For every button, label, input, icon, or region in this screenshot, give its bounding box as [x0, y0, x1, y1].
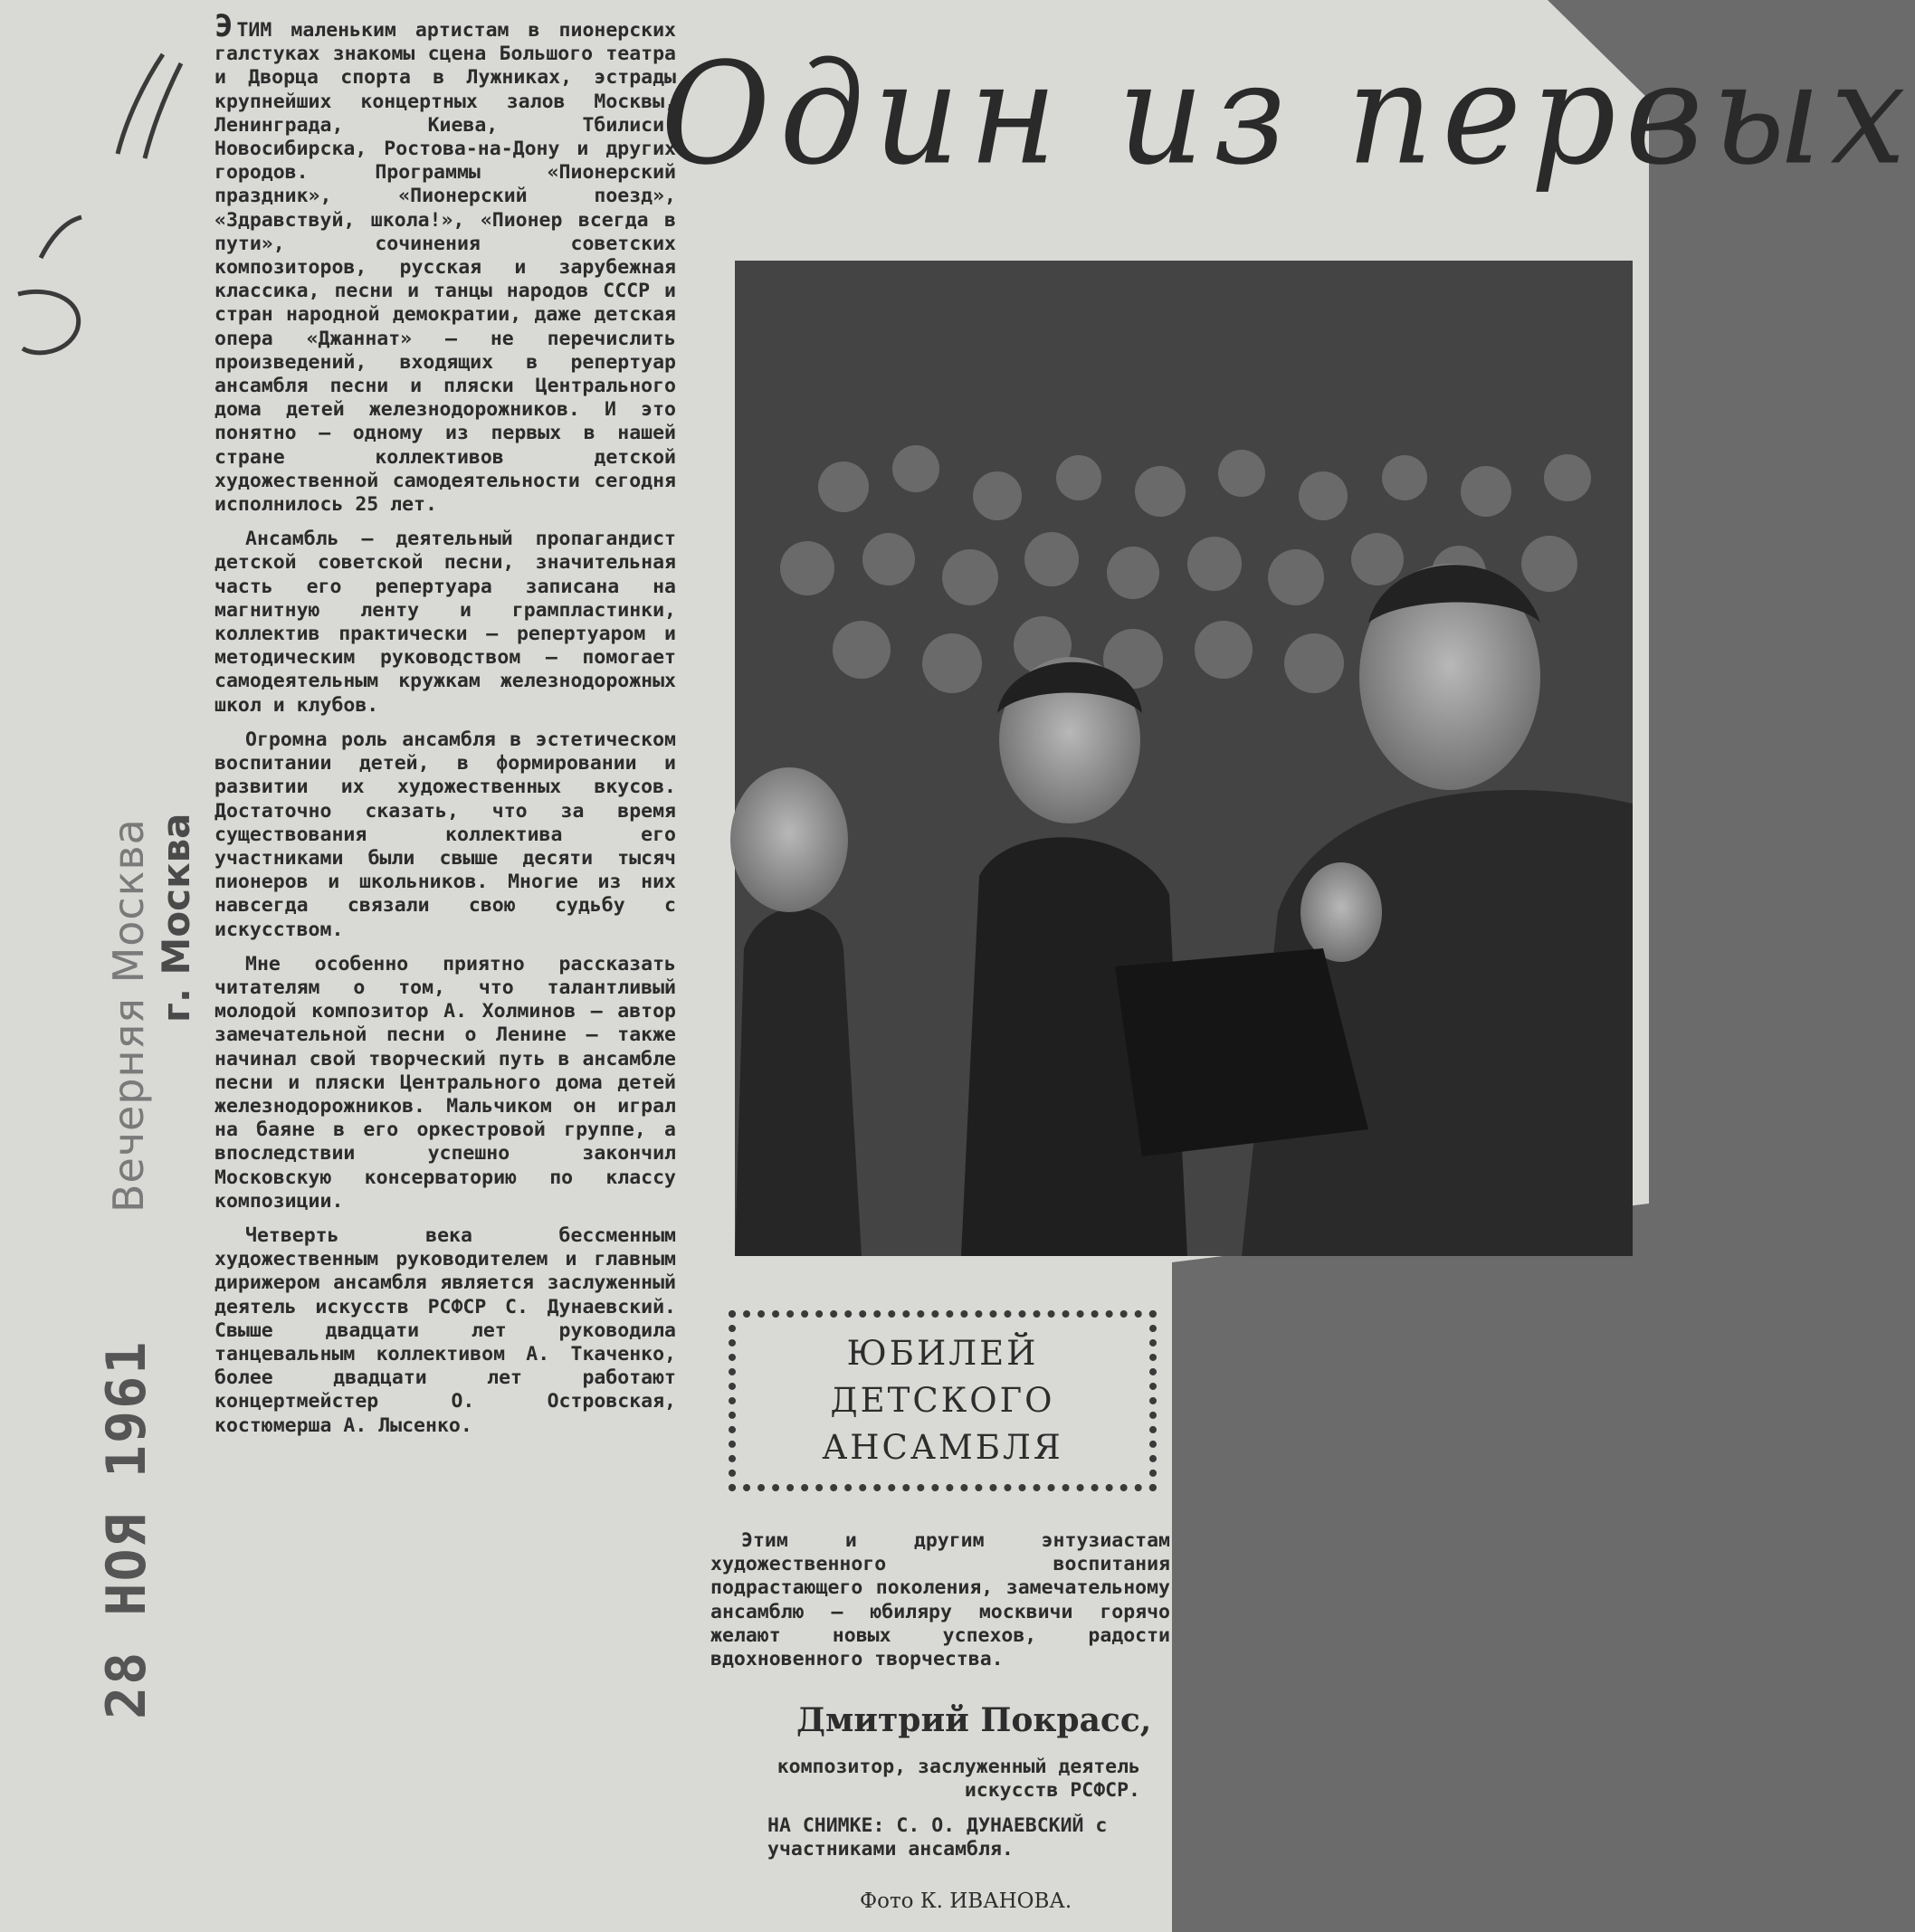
- author-name: Дмитрий Покрасс,: [796, 1701, 1152, 1739]
- article-paragraph-3: Огромна роль ансамбля в эстетическом воспитании детей, в формировании и развитии их художественных вкусов. Достаточно сказать, что за время существования коллектива его участниками были свыше десяти тысяч пионеров и школьников. Многие из них навсегда связали свою судьбу с искусством.: [214, 728, 676, 941]
- stamp-city: г. Москва: [154, 813, 198, 1023]
- article-paragraph-5: Четверть века бессменным художественным руководителем и главным дирижером ансамбля является заслуженный деятель искусств РСФСР С. Дунаевский. Свыше двадцати лет руководила танцевальным коллективом А. Ткаченко, более двадцати лет работают концертмейстер О. Островская, костюмерша А. Лысенко.: [214, 1223, 676, 1437]
- photo-illustration: [735, 261, 1633, 1256]
- handwritten-mark-five: [0, 204, 100, 366]
- article-paragraph-1: ЭТИМ маленьким артистам в пионерских галстуках знакомы сцена Большого театра и Дворца спорта в Лужниках, эстрады крупнейших концертных залов Москвы, Ленинграда, Киева, Тбилиси, Новосибирска, Ростова-на-Дону и других городов. Программы «Пионерский праздник», «Пионерский поезд», «Здравствуй, школа!», «Пионер всегда в пути», сочинения советских композиторов, русская и зарубежная классика, песни и танцы народов СССР и стран народной демократии, даже детская опера «Джаннат» — не перечислить произведений, входящих в репертуар ансамбля песни и пляски Центрального дома детей железнодорожников. И это понятно — одному из первых в нашей стране коллективов детской художественной самодеятельности сегодня исполнилось 25 лет.: [214, 8, 676, 517]
- jubilee-banner: [729, 1310, 1157, 1491]
- stamp-date: 28 НОЯ 1961: [95, 1339, 158, 1719]
- handwritten-mark-slashes: [91, 45, 190, 163]
- banner-line-3: АНСАМБЛЯ: [822, 1428, 1063, 1467]
- banner-line-1: ЮБИЛЕЙ: [846, 1334, 1039, 1373]
- photo-caption: НА СНИМКЕ: С. О. ДУНАЕВСКИЙ с участниками ансамбля.: [767, 1814, 1108, 1861]
- article-paragraph-4: Мне особенно приятно рассказать читателям о том, что талантливый молодой композитор А. Холминов — автор замечательной песни о Ленине — также начинал свой творческий путь в ансамбле песни и пляски Центрального дома детей железнодорожников. Мальчиком он играл на баяне в его оркестровой группе, а впоследствии успешно закончил Московскую консерваторию по классу композиции.: [214, 952, 676, 1213]
- closing-paragraph: Этим и другим энтузиастам художественного воспитания подрастающего поколения, замечательному ансамблю — юбиляру москвичи горячо желают новых успехов, радости вдохновенного творчества.: [710, 1529, 1170, 1671]
- stamp-newspaper-name: Вечерняя Москва: [104, 818, 153, 1213]
- drop-cap: Э: [214, 8, 233, 44]
- banner-line-2: ДЕТСКОГО: [830, 1381, 1055, 1420]
- article-paragraph-2: Ансамбль — деятельный пропагандист детской советской песни, значительная часть его репертуара записана на магнитную ленту и грампластинки, коллектив практически — репертуаром и методическим руководством — помогает самодеятельным кружкам железнодорожных школ и клубов.: [214, 528, 676, 717]
- article-body: [214, 8, 676, 1449]
- photo-credit: Фото К. ИВАНОВА.: [860, 1889, 1072, 1913]
- headline: Один из первых: [661, 32, 1915, 196]
- news-photo: [735, 261, 1633, 1256]
- author-role: композитор, заслуженный деятель искусств РСФСР.: [776, 1756, 1140, 1802]
